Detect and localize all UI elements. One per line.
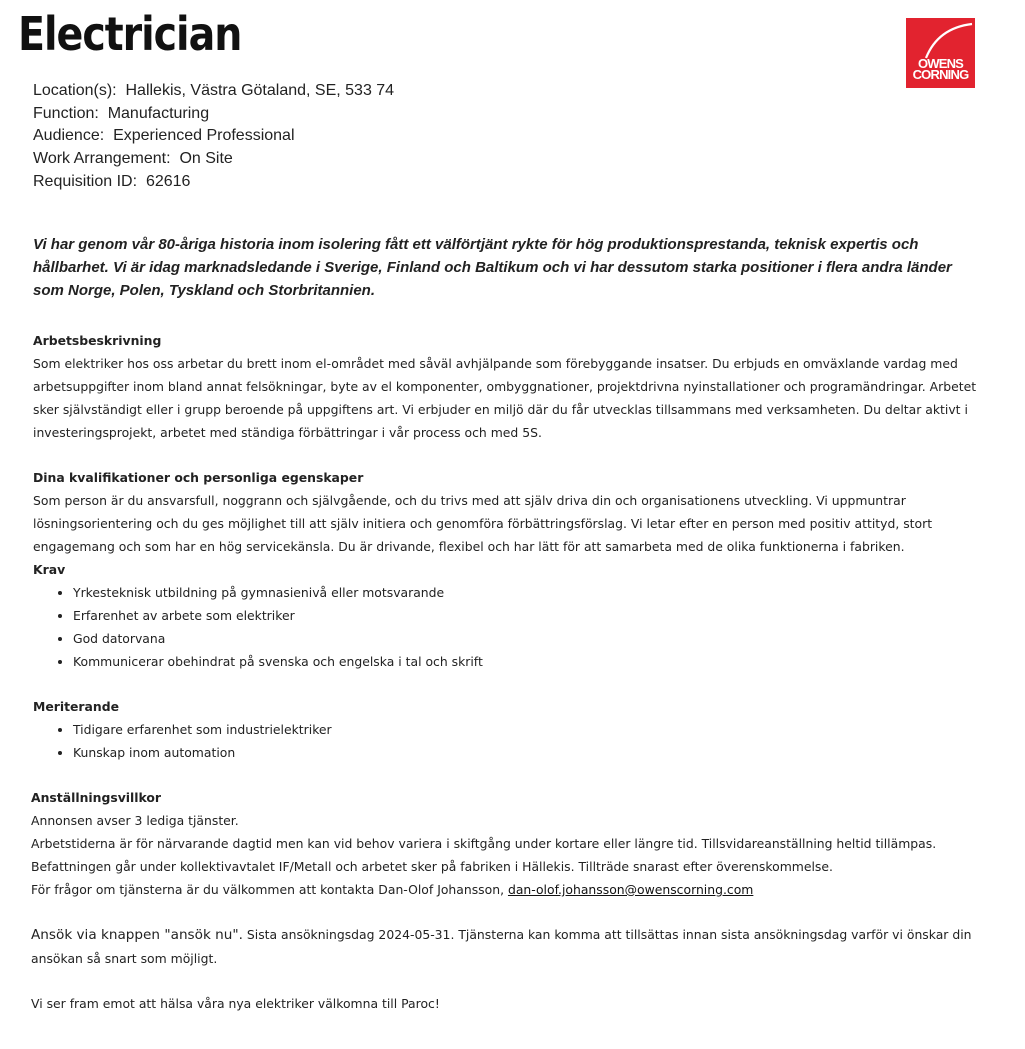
section-description (33, 329, 978, 444)
section-terms (31, 786, 978, 901)
qualifications-text: Som person är du ansvarsfull, noggrann och självgående, och du trivs med att själv driva din och organisationens utveckling. Vi uppmuntrar lösningsorientering och du ges möjlighet till att själv initiera och genomföra förbättringsförslag. Vi letar efter en person med positiv attityd, stort engagemang och som har en hög servicekänsla. Du är drivande, flexibel och har lätt för att samarbeta med de olika funktionerna i fabriken. (33, 493, 933, 554)
meta-function (33, 103, 394, 126)
meta-requisition-id (33, 171, 394, 194)
job-meta (33, 80, 394, 194)
closing-text: Vi ser fram emot att hälsa våra nya elektriker välkomna till Paroc! (31, 996, 440, 1011)
meta-value: Hallekis, Västra Götaland, SE, 533 74 (125, 82, 395, 99)
meta-label: Location(s): (33, 82, 117, 99)
contact-email-link[interactable]: dan-olof.johansson@owenscorning.com (507, 882, 754, 897)
section-closing (31, 992, 978, 1015)
merits-heading: Meriterande (33, 699, 119, 714)
requirements-list (33, 581, 978, 673)
meta-label: Requisition ID: (33, 172, 138, 190)
requirements-heading: Krav (33, 562, 66, 577)
meta-label: Work Arrangement: (33, 150, 171, 168)
terms-line-1: Annonsen avser 3 lediga tjänster. (31, 813, 239, 828)
job-title: Electrician (18, 7, 242, 61)
list-item: • God datorvana (73, 627, 978, 650)
list-item: • Erfarenhet av arbete som elektriker (73, 604, 978, 627)
meta-location (33, 80, 394, 103)
meta-label: Audience: (33, 127, 105, 145)
terms-contact (31, 878, 978, 901)
merits-list (33, 718, 978, 764)
list-item: • Kunskap inom automation (73, 741, 978, 764)
meta-value: On Site (179, 150, 233, 168)
terms-heading: Anställningsvillkor (31, 790, 162, 805)
apply-text (31, 923, 978, 970)
logo-line-2: CORNING (912, 67, 969, 82)
section-apply (31, 923, 978, 970)
section-qualifications (33, 466, 978, 673)
description-heading: Arbetsbeskrivning (33, 333, 162, 348)
list-item: • Tidigare erfarenhet som industrielektriker (73, 718, 978, 741)
meta-value: 62616 (145, 172, 191, 190)
meta-value: Manufacturing (107, 104, 210, 122)
list-item: • Kommunicerar obehindrat på svenska och engelska i tal och skrift (73, 650, 978, 673)
description-text: Som elektriker hos oss arbetar du brett inom el-området med såväl avhjälpande som förebyggande insatser. Du erbjuds en omväxlande vardag med arbetsuppgifter inom bland annat felsökningar, byte av el komponenter, ombyggnationer, projektdrivna nyinstallationer och programändringar. Arbetet sker självständigt eller i grupp beroende på uppgiftens art. Vi erbjuder en miljö där du får utvecklas tillsammans med verksamheten. Du deltar aktivt i investeringsprojekt, arbetet med ständiga förbättringar i vår process och med 5S. (33, 356, 977, 440)
apply-lead: Ansök via knappen "ansök nu". (31, 927, 243, 943)
list-item: • Yrkesteknisk utbildning på gymnasienivå eller motsvarande (73, 581, 978, 604)
terms-line-2: Arbetstiderna är för närvarande dagtid men kan vid behov variera i skiftgång under kortare eller längre tid. Tillsvidareanställning heltid tillämpas. Befattningen går under kollektivavtalet IF/Metall och arbetet sker på fabriken i Hällekis. Tillträde snarast efter överenskommelse. (31, 836, 937, 874)
meta-value: Experienced Professional (113, 127, 295, 145)
qualifications-heading: Dina kvalifikationer och personliga egenskaper (33, 470, 364, 485)
contact-text: För frågor om tjänsterna är du välkommen att kontakta Dan-Olof Johansson, (31, 882, 508, 897)
apply-rest: Sista ansökningsdag 2024-05-31. Tjänsterna kan komma att tillsättas innan sista ansökningsdag varför vi önskar din ansökan så snart som möjligt. (31, 927, 972, 966)
meta-work-arrangement (33, 148, 394, 171)
section-merits (33, 695, 978, 764)
job-content (33, 233, 978, 1015)
meta-audience (33, 125, 394, 148)
logo-line-1: OWENS (917, 56, 964, 71)
owens-corning-logo (906, 18, 975, 88)
meta-label: Function: (33, 104, 99, 122)
intro-paragraph: Vi har genom vår 80-åriga historia inom isolering fått ett välförtjänt rykte för hög produktionsprestanda, teknisk expertis och hållbarhet. Vi är idag marknadsledande i Sverige, Finland och Baltikum och vi har dessutom starka positioner i flera andra länder som Norge, Polen, Tyskland och Storbritannien. (33, 236, 952, 299)
